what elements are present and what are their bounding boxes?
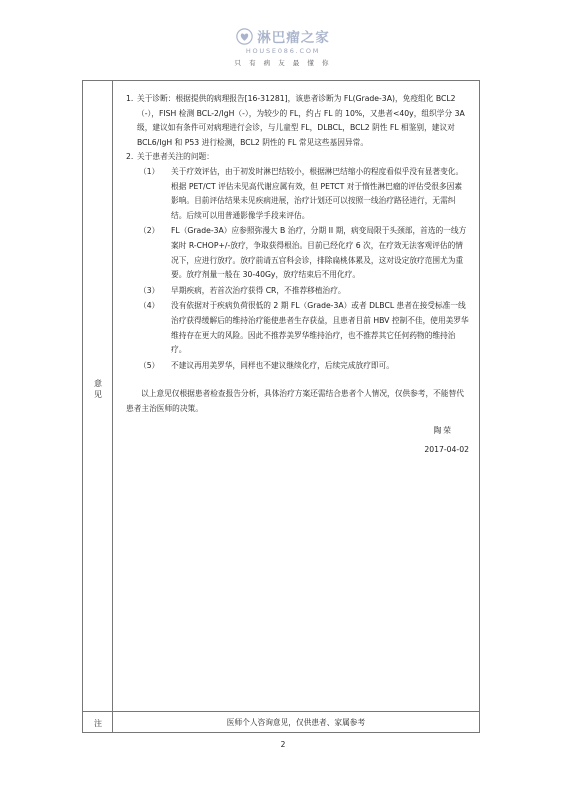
note-text: 医师个人咨询意见，仅供患者、家属参考 xyxy=(226,718,366,727)
heart-logo-icon xyxy=(236,28,253,45)
signature-date: 2017-04-02 xyxy=(424,445,469,455)
opinion-label-text: 意 见 xyxy=(94,379,102,399)
doctor-signature: 陶荣 xyxy=(433,426,453,436)
row-divider xyxy=(83,711,479,712)
sub-item-text: 没有依据对于疾病负荷很低的 2 期 FL（Grade-3A）或者 DLBCL 患者在接受标准一线治疗获得缓解后的维持治疗能使患者生存获益，且患者目前 HBV 控制不佳，使用美罗华维持存在更大的风险。因此不推荐美罗华维持治疗，也不推荐其它任何药物的维持治疗。 xyxy=(171,301,469,355)
sub-item xyxy=(137,284,469,299)
item-number: 1. xyxy=(126,94,134,103)
opinion-table xyxy=(82,80,480,733)
sub-item-number: （5） xyxy=(139,360,160,370)
item-diagnosis xyxy=(126,92,469,150)
note-label: 注 xyxy=(94,719,102,728)
label-column xyxy=(83,81,113,732)
sub-item-number: （1） xyxy=(139,166,160,176)
sub-item-text: 早期疾病，若首次治疗获得 CR，不推荐移植治疗。 xyxy=(171,285,346,295)
brand-slogan: 只 有 病 友 最 懂 你 xyxy=(234,59,332,67)
sub-item xyxy=(137,359,469,374)
sub-item-number: （4） xyxy=(139,301,160,311)
item-concerns xyxy=(126,150,469,165)
page-number: 2 xyxy=(280,740,286,749)
brand-name: 淋巴瘤之家 xyxy=(257,30,330,46)
item-text: 关于诊断：根据提供的病理报告[16-31281]，该患者诊断为 FL(Grade-3A)，免疫组化 BCL2（-），FISH 检测 BCL-2/IgH（-），为较少的 FL，约占 FL 的 10%，又患者<40y，组织学分 3A 级，建议如有条件可对病理进行会诊，与儿童型 FL，DLBCL，BCL2 阴性 FL 相鉴别，建议对 BCL6/IgH 和 P53 进行检测，BCL2 阴性的 FL 常见这些基因异常。 xyxy=(137,94,465,147)
sub-item xyxy=(137,165,469,223)
opinion-content xyxy=(126,92,469,458)
sub-item-text: 关于疗效评估，由于初发时淋巴结较小，根据淋巴结缩小的程度看似乎没有显著变化。根据 PET/CT 评估未见高代谢应属有效，但 PETCT 对于惰性淋巴瘤的评估受很多因素影响。目前评估结果未见疾病进展，治疗计划还可以按照一线治疗路径进行，无需纠结。后续可以用普通影像学手段来评估。 xyxy=(171,166,464,220)
item-number: 2. xyxy=(126,152,134,162)
sub-item-number: （2） xyxy=(139,226,160,236)
sub-item-text: FL（Grade-3A）应参照弥漫大 B 治疗，分期 II 期，病变局限于头颈部，首选的一线方案时 R-CHOP+/-放疗，争取获得根治。目前已经化疗 6 次，在疗效无法客观评估的情况下，应进行放疗。放疗前请五官科会诊，排除扁桃体累及，这对设定放疗范围尤为重要。放疗剂量一般在 30-40Gy，放疗结束后不用化疗。 xyxy=(171,226,467,280)
closing-statement: 以上意见仅根据患者检查报告分析，具体治疗方案还需结合患者个人情况，仅供参考，不能替代患者主治医师的决策。 xyxy=(126,389,464,413)
sub-item-text: 不建议再用美罗华，同样也不建议继续化疗，后续完成放疗即可。 xyxy=(171,360,394,370)
sub-item-number: （3） xyxy=(139,285,160,295)
brand-header xyxy=(0,26,566,67)
sub-item xyxy=(137,224,469,282)
brand-domain: HOUSE086.COM xyxy=(245,47,321,55)
sub-item xyxy=(137,299,469,357)
opinion-label xyxy=(83,378,113,400)
item-text: 关于患者关注的问题： xyxy=(137,152,214,162)
